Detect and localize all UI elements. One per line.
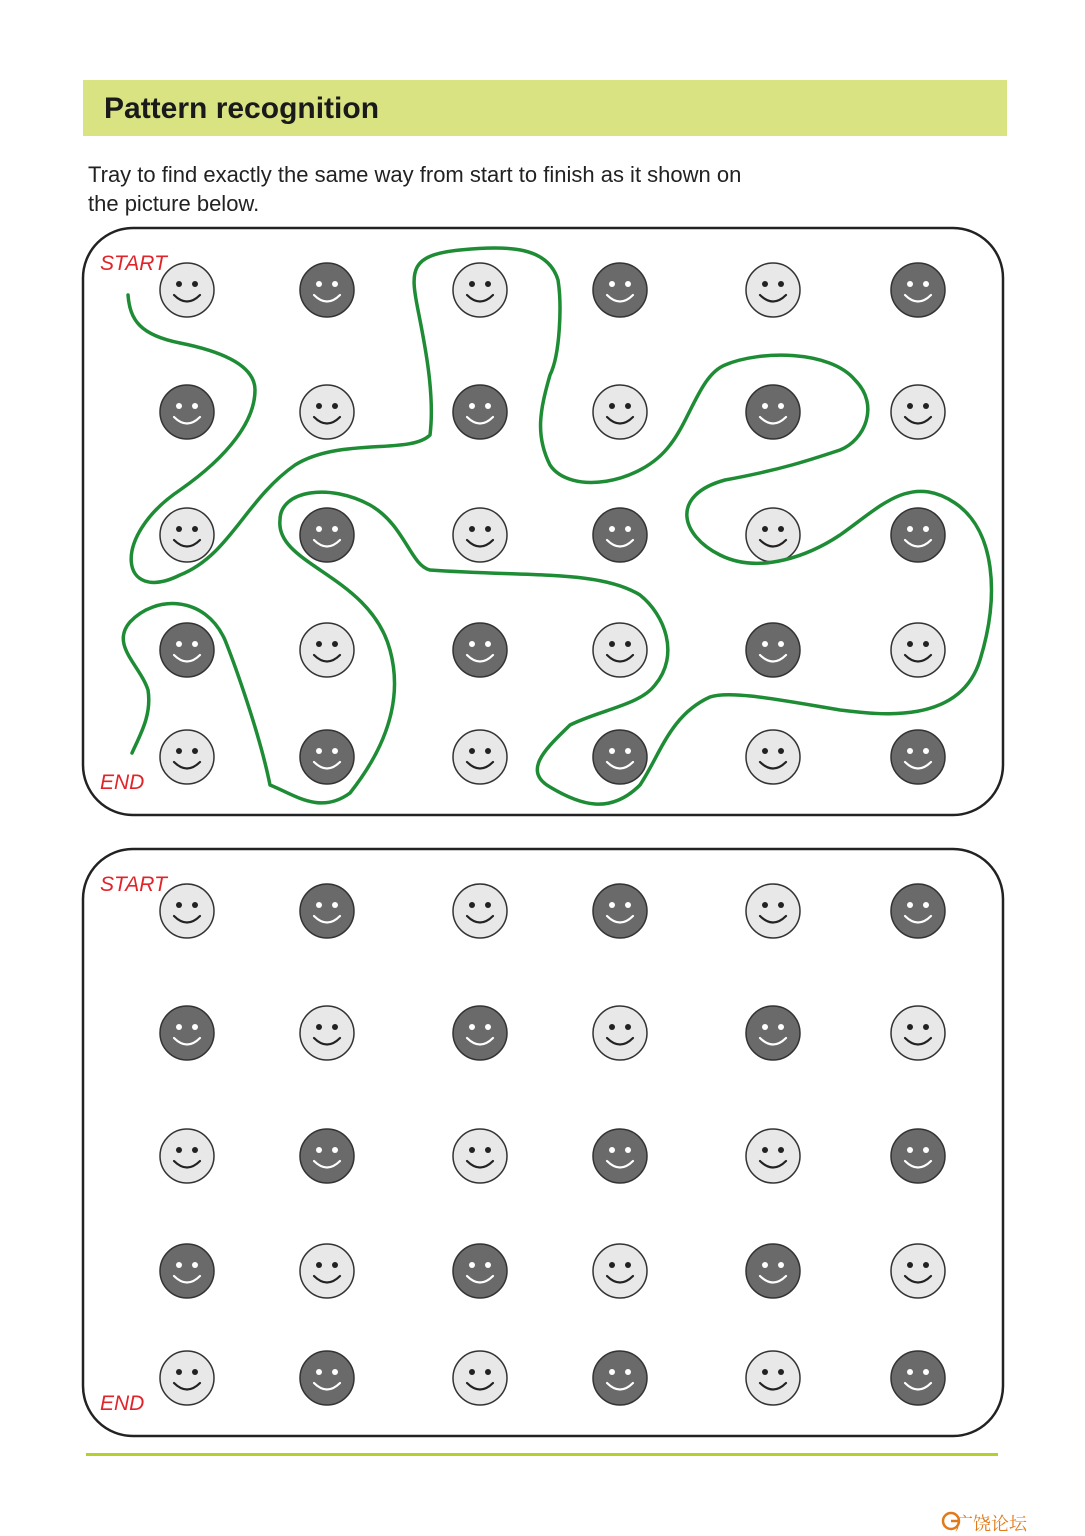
dark-smiley-icon — [160, 623, 214, 677]
light-smiley-icon — [160, 263, 214, 317]
light-smiley-icon — [160, 730, 214, 784]
dark-smiley-icon — [593, 730, 647, 784]
light-smiley-icon — [453, 884, 507, 938]
light-smiley-icon — [160, 884, 214, 938]
example-maze-panel — [80, 225, 1006, 819]
dark-smiley-icon — [891, 508, 945, 562]
dark-smiley-icon — [300, 263, 354, 317]
end-label: END — [100, 1392, 145, 1415]
dark-smiley-icon — [160, 385, 214, 439]
page-title: Pattern recognition — [104, 92, 380, 125]
dark-smiley-icon — [891, 1129, 945, 1183]
light-smiley-icon — [453, 1351, 507, 1405]
dark-smiley-icon — [891, 884, 945, 938]
dark-smiley-icon — [453, 1244, 507, 1298]
light-smiley-icon — [891, 1006, 945, 1060]
start-label: START — [100, 252, 167, 275]
example-panel-frame — [83, 228, 1003, 815]
light-smiley-icon — [300, 1244, 354, 1298]
dark-smiley-icon — [891, 1351, 945, 1405]
dark-smiley-icon — [300, 1129, 354, 1183]
light-smiley-icon — [453, 263, 507, 317]
light-smiley-icon — [593, 1244, 647, 1298]
dark-smiley-icon — [453, 385, 507, 439]
light-smiley-icon — [160, 508, 214, 562]
light-smiley-icon — [453, 730, 507, 784]
footer-divider — [86, 1453, 998, 1456]
instructions — [88, 160, 888, 218]
dark-smiley-icon — [593, 1129, 647, 1183]
practice-panel-frame — [83, 849, 1003, 1436]
dark-smiley-icon — [300, 730, 354, 784]
light-smiley-icon — [891, 385, 945, 439]
practice-maze-panel — [80, 846, 1006, 1440]
dark-smiley-icon — [746, 385, 800, 439]
light-smiley-icon — [593, 1006, 647, 1060]
light-smiley-icon — [746, 1129, 800, 1183]
light-smiley-icon — [746, 730, 800, 784]
dark-smiley-icon — [300, 884, 354, 938]
dark-smiley-icon — [746, 1006, 800, 1060]
light-smiley-icon — [746, 263, 800, 317]
dark-smiley-icon — [593, 263, 647, 317]
light-smiley-icon — [300, 1006, 354, 1060]
light-smiley-icon — [453, 508, 507, 562]
light-smiley-icon — [160, 1129, 214, 1183]
light-smiley-icon — [891, 623, 945, 677]
light-smiley-icon — [746, 884, 800, 938]
light-smiley-icon — [891, 1244, 945, 1298]
light-smiley-icon — [300, 385, 354, 439]
end-label: END — [100, 771, 145, 794]
light-smiley-icon — [746, 1351, 800, 1405]
light-smiley-icon — [160, 1351, 214, 1405]
dark-smiley-icon — [891, 730, 945, 784]
start-label: START — [100, 873, 167, 896]
light-smiley-icon — [300, 623, 354, 677]
dark-smiley-icon — [746, 623, 800, 677]
watermark-text: 广饶论坛 — [955, 1514, 1027, 1535]
instructions-line-1: Tray to find exactly the same way from start to finish as it shown on — [88, 162, 742, 187]
dark-smiley-icon — [891, 263, 945, 317]
dark-smiley-icon — [453, 1006, 507, 1060]
dark-smiley-icon — [746, 1244, 800, 1298]
dark-smiley-icon — [300, 508, 354, 562]
dark-smiley-icon — [160, 1244, 214, 1298]
dark-smiley-icon — [593, 884, 647, 938]
light-smiley-icon — [746, 508, 800, 562]
dark-smiley-icon — [593, 508, 647, 562]
light-smiley-icon — [593, 623, 647, 677]
dark-smiley-icon — [300, 1351, 354, 1405]
dark-smiley-icon — [593, 1351, 647, 1405]
dark-smiley-icon — [453, 623, 507, 677]
instructions-line-2: the picture below. — [88, 191, 260, 216]
light-smiley-icon — [453, 1129, 507, 1183]
light-smiley-icon — [593, 385, 647, 439]
dark-smiley-icon — [160, 1006, 214, 1060]
title-bar — [83, 80, 1007, 136]
